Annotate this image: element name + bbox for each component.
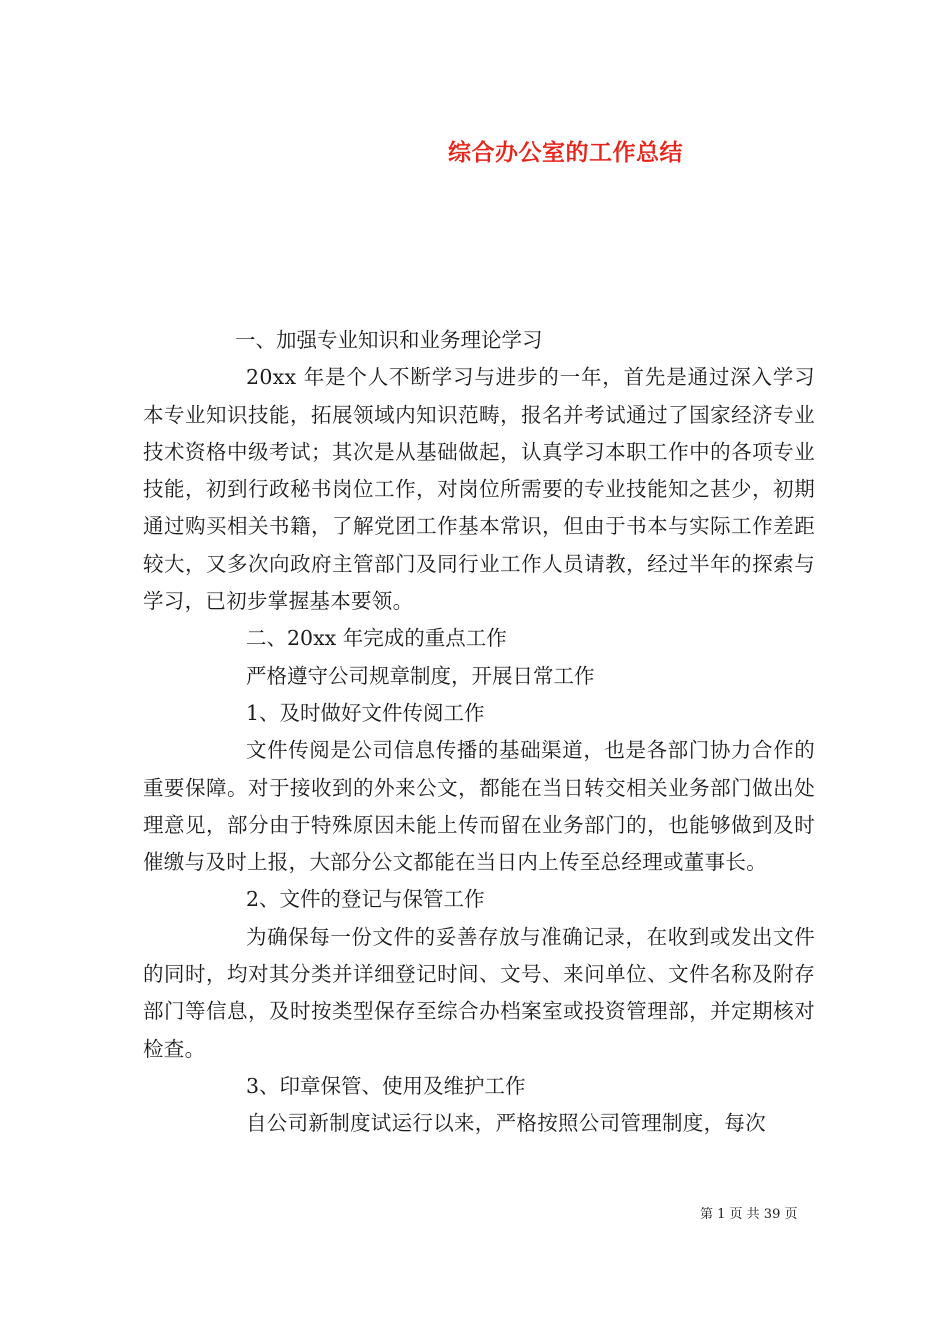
section-heading-2: 二、20xx 年完成的重点工作	[246, 626, 507, 651]
item-heading-3: 3、印章保管、使用及维护工作	[246, 1073, 526, 1098]
item-heading-1: 1、及时做好文件传阅工作	[246, 700, 485, 725]
page-number-footer: 第 1 页 共 39 页	[700, 1207, 798, 1222]
item-heading-2: 2、文件的登记与保管工作	[246, 887, 485, 912]
paragraph-seal-management: 自公司新制度试运行以来，严格按照公司管理制度，每次	[246, 1111, 766, 1136]
document-body	[143, 322, 815, 1143]
paragraph-file-registration: 为确保每一份文件的妥善存放与准确记录，在收到或发出文件的同时，均对其分类并详细登记时间、文号、来问单位、文件名称及附存部门等信息，及时按类型保存至综合办档案室或投资管理部，并定期核对检查。	[143, 924, 815, 1061]
section-heading-1: 一、加强专业知识和业务理论学习	[235, 328, 543, 352]
subheading-rules: 严格遵守公司规章制度，开展日常工作	[246, 663, 595, 688]
document-title: 综合办公室的工作总结	[448, 139, 683, 166]
paragraph-study: 20xx 年是个人不断学习与进步的一年，首先是通过深入学习本专业知识技能，拓展领域内知识范畴，报名并考试通过了国家经济专业技术资格中级考试；其次是从基础做起，认真学习本职工作中的各项专业技能，初到行政秘书岗位工作，对岗位所需要的专业技能知之甚少，初期通过购买相关书籍，了解党团工作基本常识，但由于书本与实际工作差距较大，又多次向政府主管部门及同行业工作人员请教，经过半年的探索与学习，已初步掌握基本要领。	[143, 365, 815, 614]
paragraph-file-circulation: 文件传阅是公司信息传播的基础渠道，也是各部门协力合作的重要保障。对于接收到的外来公文，都能在当日转交相关业务部门做出处理意见，部分由于特殊原因未能上传而留在业务部门的，也能够做到及时催缴与及时上报，大部分公文都能在当日内上传至总经理或董事长。	[143, 738, 815, 875]
